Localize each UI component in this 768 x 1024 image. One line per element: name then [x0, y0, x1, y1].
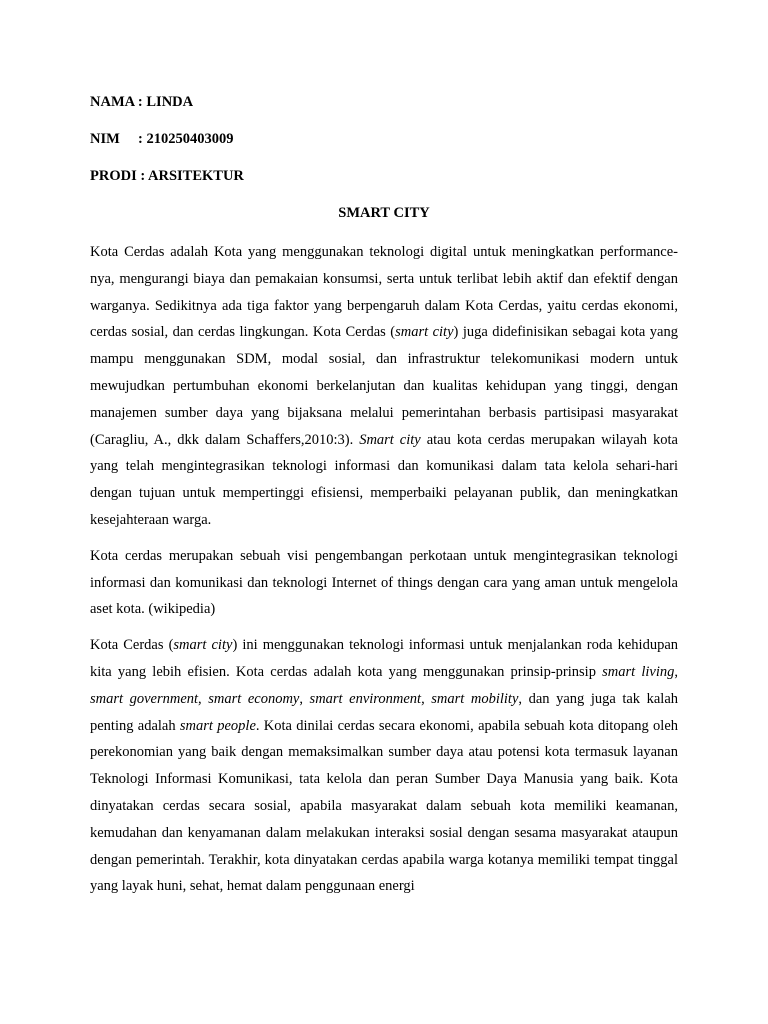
italic-term: smart city	[395, 324, 454, 341]
document-title: SMART CITY	[338, 205, 430, 221]
student-name	[90, 92, 678, 112]
italic-term: smart mobility	[431, 690, 519, 707]
text-run: ,	[198, 690, 209, 707]
italic-term: smart people	[179, 717, 256, 734]
text-run: ,	[299, 690, 310, 707]
text-run: ,	[674, 663, 678, 680]
nim-label: NIM	[90, 131, 120, 147]
italic-term: smart city	[173, 637, 233, 654]
italic-term: Smart city	[359, 431, 421, 448]
text-run: Kota Cerdas (	[90, 637, 174, 654]
paragraph	[90, 632, 678, 900]
nim-value: : 210250403009	[138, 131, 234, 147]
paragraph	[90, 239, 678, 534]
text-run: Kota cerdas merupakan sebuah visi pengembangan perkotaan untuk mengintegrasikan teknologi informasi dan komunikasi dan teknologi Internet of things dengan cara yang aman untuk mengelola aset kota. (wikipedia)	[90, 547, 678, 618]
student-name-text: NAMA : LINDA	[90, 94, 194, 110]
paragraph	[90, 543, 678, 623]
text-run: , dan yang juga tak kalah penting adalah	[90, 690, 679, 734]
study-program-text: PRODI : ARSITEKTUR	[90, 168, 244, 184]
italic-term: smart living	[602, 663, 675, 680]
text-run: ,	[421, 690, 432, 707]
text-run: Kota Cerdas adalah Kota yang menggunakan teknologi digital untuk meningkatkan performance-nya, mengurangi biaya dan pemakaian konsumsi, serta untuk terlibat lebih aktif dan efektif dengan warganya. Sedikitnya ada tiga faktor yang berpengaruh dalam Kota Cerdas, yaitu cerdas ekonomi, cerdas sosial, dan cerdas lingkungan. Kota Cerdas (	[90, 244, 678, 341]
italic-term: smart environment	[309, 690, 422, 707]
student-nim	[90, 129, 678, 149]
study-program	[90, 166, 678, 186]
document-page	[90, 92, 678, 900]
document-body	[90, 239, 678, 900]
text-run: . Kota dinilai cerdas secara ekonomi, apabila sebuah kota ditopang oleh perekonomian yang baik dengan memaksimalkan sumber daya atau potensi kota termasuk layanan Teknologi Informasi Komunikasi, tata kelola dan peran Sumber Daya Manusia yang baik. Kota dinyatakan cerdas secara sosial, apabila masyarakat dalam sebuah kota memiliki keamanan, kemudahan dan kenyamanan dalam melakukan interaksi sosial dengan sesama masyarakat ataupun dengan pemerintah. Terakhir, kota dinyatakan cerdas apabila warga kotanya memiliki tempat tinggal yang layak huni, sehat, hemat dalam penggunaan energi	[90, 717, 678, 895]
italic-term: smart government	[90, 690, 199, 707]
italic-term: smart economy	[208, 690, 300, 707]
text-run: atau kota cerdas merupakan wilayah kota yang telah mengintegrasikan teknologi informasi dan komunikasi dalam tata kelola sehari-hari dengan tujuan untuk mempertinggi efisiensi, memperbaiki pelayanan publik, dan meningkatkan kesejahteraan warga.	[90, 431, 678, 528]
text-run: ) ini menggunakan teknologi informasi untuk menjalankan roda kehidupan kita yang lebih efisien. Kota cerdas adalah kota yang menggunakan prinsip-prinsip	[90, 637, 679, 680]
text-run: ) juga didefinisikan sebagai kota yang mampu menggunakan SDM, modal sosial, dan infrastruktur telekomunikasi modern untuk mewujudkan pertumbuhan ekonomi berkelanjutan dan kualitas kehidupan yang tinggi, dengan manajemen sumber daya yang bijaksana melalui pemerintahan berbasis partisipasi masyarakat (Caragliu, A., dkk dalam Schaffers,2010:3).	[90, 324, 678, 448]
